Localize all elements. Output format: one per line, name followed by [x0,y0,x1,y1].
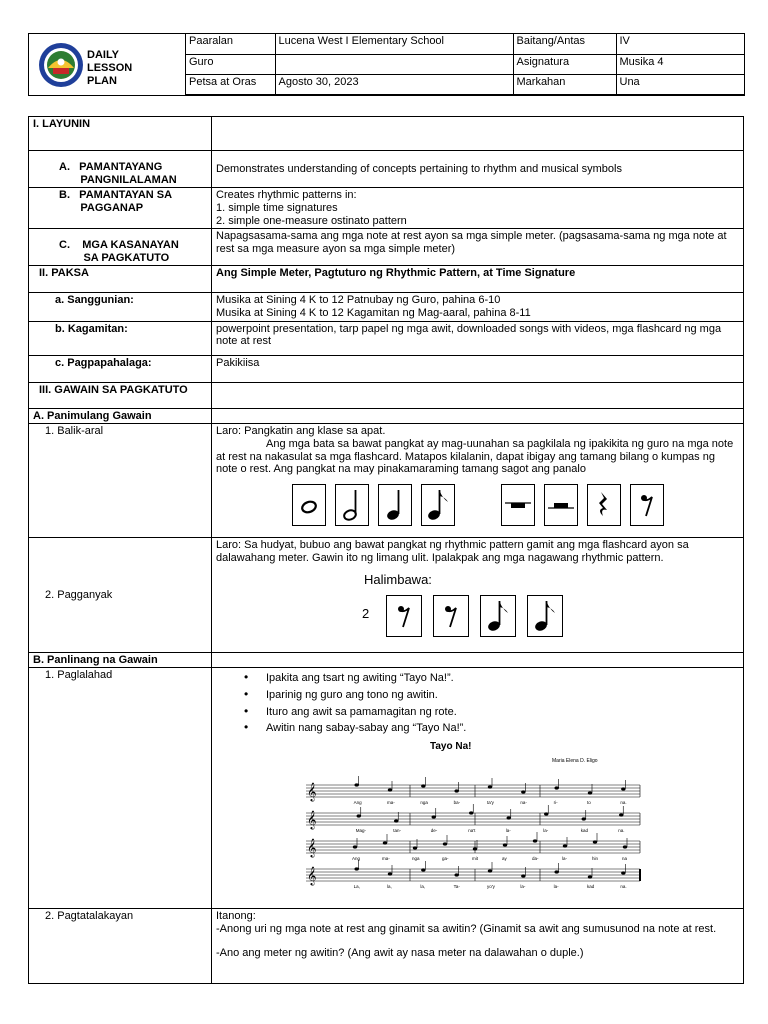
whole-rest-icon [501,484,535,526]
lyric-syllable: ta'y [487,799,494,805]
note-head [588,791,592,794]
section-heading: I. LAYUNIN [29,117,212,151]
whole-note-icon [292,484,326,526]
title-line: DAILY [87,49,119,61]
lyric-syllable: la- [553,883,559,889]
treble-clef-icon: 𝄞 [307,809,317,829]
note-head [388,872,392,875]
lesson-plan-table [28,116,744,984]
row-label: 2. Pagtatalakayan [29,908,212,983]
list-item: • Awitin nang sabay-sabay ang “Tayo Na!”. [244,722,739,735]
empty-cell [212,652,744,668]
note-head [521,790,525,793]
note-head [521,874,525,877]
treble-clef-icon: 𝄞 [307,865,317,885]
section-heading: III. GAWAIN SA PAGKATUTO [29,382,212,408]
question-1: -Anong uri ng mga note at rest ang ginamit sa awitin? (Ginamit sa awit ang sumusunod na note at rest. [216,922,717,935]
lyric-syllable: mit [472,855,478,861]
lyric-syllable: la- [520,883,526,889]
sheet-music-staves [300,741,646,901]
row-label: 1. Paglalahad [29,668,212,909]
row-label: C. MGA KASANAYAN SA PAGKATUTO [29,229,212,266]
header-row [186,54,745,74]
lyric-syllable: ga- [442,855,449,861]
note-head [554,786,558,789]
row-content: Pakikiisa [212,355,744,382]
lyric-syllable: la- [505,827,511,833]
header-cell: Markahan [513,74,616,94]
lyric-syllable: la, [387,883,392,889]
row-label: b. Kagamitan: [29,321,212,355]
row-label: 2. Pagganyak [29,538,212,652]
logo-cell [29,34,186,95]
spacer [216,935,739,947]
eighth-rest-icon [433,595,469,637]
sanggunian-row [29,293,744,321]
lyric-syllable: da- [532,855,539,861]
row-label: A. PAMANTAYANG PANGNILALAMAN [29,151,212,188]
eighth-note-icon [421,484,455,526]
note-head [554,870,558,873]
title-line: LESSON [87,62,133,74]
school-seal-logo [38,42,84,88]
lyric-syllable: na't [468,827,476,833]
paglalahad-row [29,668,744,909]
header-cell: Paaralan [186,34,275,54]
empty-cell [212,117,744,151]
eighth-rest-icon [630,484,664,526]
note-head [488,869,492,872]
lyric-syllable: ma- [387,799,395,805]
note-head [623,845,627,848]
lyric-syllable: kad [587,883,595,889]
lyric-syllable: ma- [382,855,390,861]
balik-aral-content [212,424,744,538]
eighth-rest-icon [386,595,422,637]
pagganyak-instructions: Laro: Sa hudyat, bubuo ang bawat pangkat ng rhythmic pattern gamit ang mga flashcard ayon sa dalawahang meter. Gawin ito ng limang ulit. Ipalakpak ang mga nagawang rhythmic pattern. [216,539,689,565]
half-note-icon [335,484,369,526]
balik-aral-row [29,424,744,538]
lyric-syllable: La, [353,883,360,889]
title-line: PLAN [87,75,117,87]
header-row [186,34,745,54]
lyric-syllable: de- [430,827,438,833]
header-cell: Guro [186,54,275,74]
pagganyak-content [212,538,744,652]
lyric-syllable: Ang [353,799,362,805]
question-2: -Ano ang meter ng awitin? (Ang awit ay nasa meter na dalawahan o duple.) [216,947,584,960]
lyric-syllable: na. [620,883,627,889]
note-head [357,814,361,817]
header-row [186,74,745,94]
note-head [413,846,417,849]
balik-aral-line1: Laro: Pangkatin ang klase sa apat. [216,425,386,438]
note-head [432,815,436,818]
row-content: Musika at Sining 4 K to 12 Patnubay ng Guro, pahina 6-10 Musika at Sining 4 K to 12 Kagamitan ng Mag-aaral, pahina 8-11 [212,293,744,321]
lyric-syllable: la- [543,827,549,833]
mga-kasanayan-row [29,229,744,266]
lyric-syllable: la- [562,855,568,861]
halimbawa-label: Halimbawa: [364,571,432,587]
lyric-syllable: nga [412,855,420,861]
note-head [383,841,387,844]
itanong-label: Itanong: [216,909,256,922]
list-item: • Iparinig ng guro ang tono ng awitin. [244,689,739,702]
lyric-syllable: Ta- [453,883,460,889]
row-label: c. Pagpapahalaga: [29,355,212,382]
note-head [469,811,473,814]
note-head [588,875,592,878]
quarter-note-icon [378,484,412,526]
lyric-syllable: ba- [453,799,461,805]
lyric-syllable: ri- [553,799,558,805]
gawain-row [29,382,744,408]
lyric-syllable: to [587,799,591,805]
song-sheet [300,741,646,901]
treble-clef-icon: 𝄞 [307,781,317,801]
note-head [507,816,511,819]
note-head [533,839,537,842]
row-label: B. PAMANTAYAN SA PAGGANAP [29,188,212,229]
header-cell: Una [616,74,745,94]
flashcards-row [292,484,739,526]
note-head [354,783,358,786]
header-cell: Musika 4 [616,54,745,74]
lyric-syllable: tan- [393,827,402,833]
example-area [216,565,739,651]
note-head [388,788,392,791]
row-content: powerpoint presentation, tarp papel ng mga awit, downloaded songs with videos, mga flashcard ng mga note at rest [212,321,744,355]
note-head [621,871,625,874]
lyric-syllable: na [622,855,628,861]
panimulang-gawain-row [29,408,744,424]
lyric-syllable: kad [580,827,589,833]
lyric-syllable: hin [592,855,599,861]
lyric-syllable: la, [420,883,426,889]
note-head [354,867,358,870]
lesson-header [28,33,745,96]
half-rest-icon [544,484,578,526]
empty-cell [212,382,744,408]
note-head [473,847,477,850]
paglalahad-content [212,668,744,909]
lyric-syllable: na. [618,827,625,833]
paglalahad-list [244,672,739,735]
row-content: Demonstrates understanding of concepts pertaining to rhythm and musical symbols [212,151,744,188]
example-cards [386,595,563,637]
note-head [353,845,357,848]
pagpapahalaga-row [29,355,744,382]
note-head [421,784,425,787]
row-content: Creates rhythmic patterns in: 1. simple time signatures 2. simple one-measure ostinato pattern [212,188,744,229]
subsection-heading: B. Panlinang na Gawain [29,652,212,668]
note-head [621,787,625,790]
row-label: 1. Balik-aral [29,424,212,538]
balik-aral-instructions: Ang mga bata sa bawat pangkat ay mag-uunahan sa pagkilala ng ipakikita ng guro na mga note at rest na nakasulat sa mga flashcard. Matapos kilalanin, dapat ibigay ang tamang bilang o kumpas ng note o rest. Ang pangkat na may pinakamaraming tamang sagot ang panalo [216,438,734,476]
header-info-table [186,34,745,95]
note-head [619,813,623,816]
header-cell: Petsa at Oras [186,74,275,94]
note-head [488,785,492,788]
section-heading: II. PAKSA [29,266,212,293]
note-head [394,819,398,822]
kagamitan-row [29,321,744,355]
paksa-row [29,266,744,293]
panlinang-gawain-row [29,652,744,668]
row-label: a. Sanggunian: [29,293,212,321]
note-head [503,843,507,846]
note-head [454,789,458,792]
lyric-syllable: Ang [352,855,361,861]
lyric-syllable: nga [420,799,428,805]
eighth-note-icon [527,595,563,637]
note-head [563,844,567,847]
pamantayan-sa-pagganap-row [29,188,744,229]
song-composer: Maria Elena D. Eligo [552,757,598,764]
quarter-rest-icon [587,484,621,526]
subsection-heading: A. Panimulang Gawain [29,408,212,424]
meter-number: 2 [362,605,370,621]
note-head [593,840,597,843]
header-cell: Agosto 30, 2023 [275,74,513,94]
note-head [582,817,586,820]
lyric-syllable: na- [520,799,527,805]
lyric-syllable: yo'y [487,883,495,889]
header-cell: Asignatura [513,54,616,74]
header-cell: Lucena West I Elementary School [275,34,513,54]
treble-clef-icon: 𝄞 [307,837,317,857]
list-item: • Ipakita ang tsart ng awiting “Tayo Na!”. [244,672,739,685]
pamantayang-pangnilalaman-row [29,151,744,188]
lyric-syllable: ay [502,855,507,861]
note-head [544,812,548,815]
pagtatalakayan-content [212,908,744,983]
lyric-syllable: Mag- [355,827,367,833]
header-cell: Baitang/Antas [513,34,616,54]
empty-cell [212,408,744,424]
header-cell: IV [616,34,745,54]
row-content: Ang Simple Meter, Pagtuturo ng Rhythmic Pattern, at Time Signature [212,266,744,293]
list-item: • Ituro ang awit sa pamamagitan ng rote. [244,706,739,719]
song-title: Tayo Na! [430,740,472,752]
layunin-row [29,117,744,151]
eighth-note-icon [480,595,516,637]
note-head [421,868,425,871]
pagtatalakayan-row [29,908,744,983]
lyric-syllable: na. [620,799,627,805]
note-head [443,842,447,845]
note-head [454,873,458,876]
row-content: Napagsasama-sama ang mga note at rest ayon sa mga simple meter. (pagsasama-sama ng mga note at rest sa mga measure ayon sa mga simple meter) [212,229,744,266]
header-cell [275,54,513,74]
pagganyak-row [29,538,744,652]
daily-lesson-plan-title [87,49,132,88]
